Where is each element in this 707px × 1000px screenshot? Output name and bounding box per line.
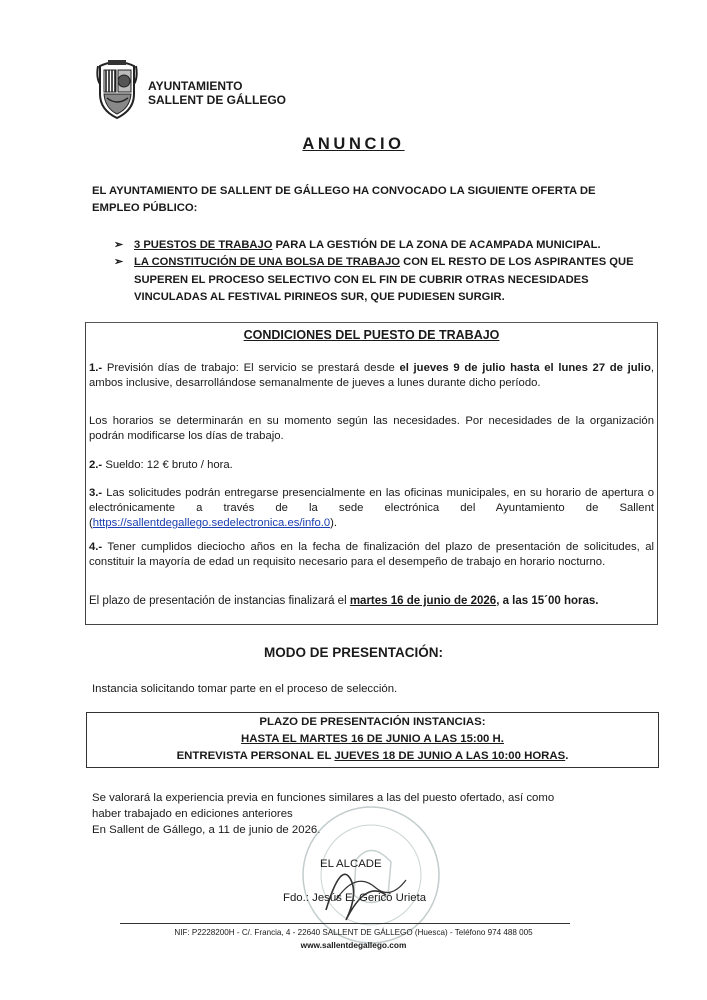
condition-2 [89, 458, 654, 473]
condition-text: , ambos inclusive, desarrollándose semanalmente de jueves a lunes durante dicho período. [89, 362, 654, 389]
interview-prefix: ENTREVISTA PERSONAL EL [176, 750, 335, 762]
condition-3 [89, 486, 654, 531]
title-text: ANUNCIO [302, 135, 405, 153]
deadline-date: martes 16 de junio de 2026 [349, 595, 497, 607]
plazo-line1: PLAZO DE PRESENTACIÓN INSTANCIAS: [259, 716, 486, 728]
condition-number: 1.- [89, 362, 103, 374]
page-title [0, 135, 707, 154]
condition-1-extra: Los horarios se determinarán en su momento según las necesidades. Por necesidades de la organización podrán modificarse los días de trabajo. [89, 415, 654, 442]
arrow-bullet-icon: ➢ [114, 239, 124, 251]
conditions-heading [85, 328, 658, 342]
arrow-bullet-icon: ➢ [114, 256, 124, 268]
condition-number: 4.- [89, 541, 103, 553]
plazo-line2: HASTA EL MARTES 16 DE JUNIO A LAS 15:00 H. [241, 733, 504, 745]
condition-dates: el jueves 9 de julio hasta el lunes 27 de julio [399, 362, 651, 374]
modo-text: Instancia solicitando tomar parte en el proceso de selección. [92, 683, 398, 695]
bullet-underlined: 3 PUESTOS DE TRABAJO [134, 239, 273, 251]
condition-text: Las solicitudes podrán entregarse presencialmente en las oficinas municipales, en su horario de apertura o electrónicamente a través de la sede electrónica del Ayuntamiento de Sallent ( [89, 487, 654, 529]
condition-text: Previsión días de trabajo: El servicio se prestará desde [102, 362, 400, 374]
org-line1: AYUNTAMIENTO [148, 79, 243, 93]
intro-text: EL AYUNTAMIENTO DE SALLENT DE GÁLLEGO HA CONVOCADO LA SIGUIENTE OFERTA DE EMPLEO PÚBLICO: [92, 185, 596, 214]
condition-1 [89, 361, 654, 391]
condition-number: 2.- [89, 459, 103, 471]
organization-name [148, 79, 286, 107]
bullet-rest: PARA LA GESTIÓN DE LA ZONA DE ACAMPADA MUNICIPAL. [272, 239, 601, 251]
sede-electronica-link[interactable]: https://sallentdegallego.sedelectronica.es/info.0 [92, 517, 331, 529]
modo-heading: MODO DE PRESENTACIÓN: [263, 645, 443, 660]
condition-text: Sueldo: 12 € bruto / hora. [102, 459, 233, 471]
bullet-item [114, 237, 634, 255]
deadline-prefix: El plazo de presentación de instancias finalizará el [89, 595, 350, 607]
condition-number: 3.- [89, 487, 103, 499]
signer-name: Fdo.: Jesús E. Gericó Urieta [283, 892, 427, 904]
footer-website[interactable]: www.sallentdegallego.com [300, 940, 407, 950]
signer-role: EL ALCADE [320, 858, 382, 870]
condition-text: Tener cumplidos dieciocho años en la fecha de finalización del plazo de presentación de solicitudes, al constituir la mayoría de edad un requisito necesario para el desempeño de trabajo en horario nocturno. [89, 541, 654, 568]
conditions-heading-text: CONDICIONES DEL PUESTO DE TRABAJO [243, 328, 500, 342]
bullet-rest: CON EL RESTO DE LOS ASPIRANTES QUE SUPEREN EL PROCESO SELECTIVO CON EL FIN DE CUBRIR OTRAS NECESIDADES VINCULADAS AL FESTIVAL PIRINEOS SUR, QUE PUDIESEN SURGIR. [134, 256, 634, 303]
municipal-crest-icon [96, 58, 138, 120]
deadline-time: , a las 15´00 horas. [496, 595, 599, 607]
interview-date: JUEVES 18 DE JUNIO A LAS 10:00 HORAS [334, 750, 566, 762]
closing-paragraph: Se valorará la experiencia previa en funciones similares a las del puesto ofertado, así como haber trabajado en ediciones anteriores [92, 792, 555, 820]
deadline-text [89, 594, 654, 609]
plazo-line3 [86, 750, 659, 762]
interview-suffix: . [565, 750, 569, 762]
footer-divider [120, 923, 570, 924]
footer-address: NIF: P2228200H - C/. Francia, 4 - 22640 SALLENT DE GÁLLEGO (Huesca) - Teléfono 974 488 005 [174, 928, 533, 937]
place-date: En Sallent de Gállego, a 11 de junio de 2026. [92, 824, 321, 836]
bullet-item [114, 254, 634, 307]
bullet-underlined: LA CONSTITUCIÓN DE UNA BOLSA DE TRABAJO [134, 256, 401, 268]
condition-text: ). [330, 517, 338, 529]
condition-4 [89, 540, 654, 570]
org-line2: SALLENT DE GÁLLEGO [148, 93, 286, 107]
